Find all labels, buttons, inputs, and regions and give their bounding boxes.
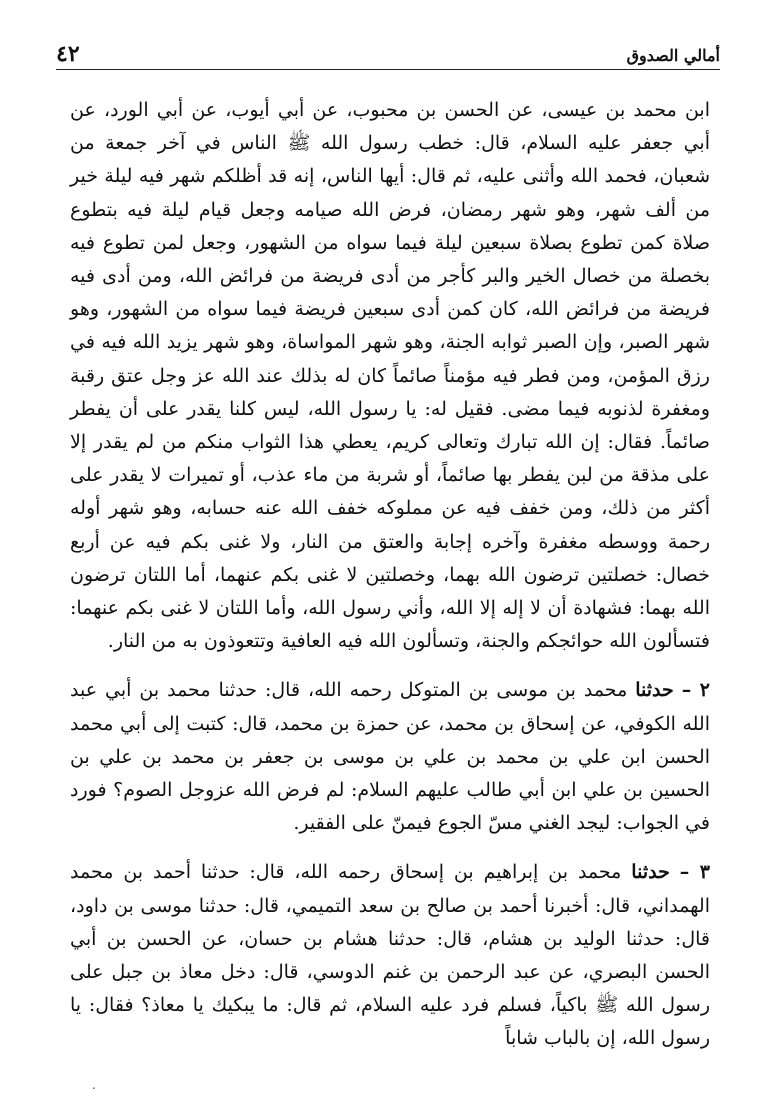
hadith-lead-3: حدثنا (631, 861, 670, 884)
paragraph-3-text: محمد بن إبراهيم بن إسحاق رحمه الله، قال: حدثنا أحمد بن محمد الهمداني، قال: أخبرنا أحمد بن صالح بن سعد التميمي، قال: حدثنا موسى بن داود، قال: حدثنا الوليد بن هشام، قال: حدثنا هشام بن حسان، عن الحسن بن أبي الحسن البصري، عن عبد الرحمن بن غنم الدوسي، قال: دخل معاذ بن جبل على رسول الله ﷺ باكياً، فسلم فرد عليه السلام، ثم قال: ما يبكيك يا معاذ؟ فقال: يا رسول الله، إن بالباب شاباً (70, 861, 710, 1050)
paragraph-2 (70, 674, 710, 840)
paragraph-1-text: ابن محمد بن عيسى، عن الحسن بن محبوب، عن أبي أيوب، عن أبي الورد، عن أبي جعفر عليه السلام، قال: خطب رسول الله ﷺ الناس في آخر جمعة من شعبان، فحمد الله وأثنى عليه، ثم قال: أيها الناس، إنه قد أظلكم شهر فيه ليلة خير من ألف شهر، وهو شهر رمضان، فرض الله صيامه وجعل قيام ليلة فيه بتطوع صلاة كمن تطوع بصلاة سبعين ليلة فيما سواه من الشهور، وجعل لمن تطوع فيه بخصلة من خصال الخير والبر كأجر من أدى فريضة من فرائض الله، ومن أدى فيه فريضة من فرائض الله، كان كمن أدى سبعين فريضة فيما سواه من الشهور، وهو شهر الصبر، وإن الصبر ثوابه الجنة، وهو شهر المواساة، وهو شهر يزيد الله فيه في رزق المؤمن، ومن فطر فيه مؤمناً صائماً كان له بذلك عند الله عز وجل عتق رقبة ومغفرة لذنوبه فيما مضى. فقيل له: يا رسول الله، ليس كلنا يقدر على أن يفطر صائماً. فقال: إن الله تبارك وتعالى كريم، يعطي هذا الثواب منكم من لم يقدر إلا على مذقة من لبن يفطر بها صائماً، أو شربة من ماء عذب، أو تميرات لا يقدر على أكثر من ذلك، ومن خفف فيه عن مملوكه خفف الله عنه حسابه، وهو شهر أوله رحمة ووسطه مغفرة وآخره إجابة والعتق من النار، ولا غنى بكم فيه عن أربع خصال: خصلتين ترضون الله بهما، وخصلتين لا غنى بكم عنهما، أما اللتان ترضون الله بهما: فشهادة أن لا إله إلا الله، وأني رسول الله، وأما اللتان لا غنى بكم عنهما: فتسألون الله حوائجكم والجنة، وتسألون الله فيه العافية وتتعوذون به من النار. (70, 99, 710, 653)
footer-mark: . (92, 1078, 96, 1092)
paragraph-3 (70, 856, 710, 1055)
page-body (70, 94, 710, 1056)
page-number: ٤٢ (56, 41, 80, 67)
hadith-number-2: ٢ – (681, 679, 710, 702)
hadith-lead-2: حدثنا (635, 679, 674, 702)
running-title: أمالي الصدوق (626, 46, 720, 65)
paragraph-1 (70, 94, 710, 658)
page-header (56, 40, 720, 70)
hadith-number-3: ٣ – (679, 861, 710, 884)
paragraph-2-text: محمد بن موسى بن المتوكل رحمه الله، قال: حدثنا محمد بن أبي عبد الله الكوفي، عن إسحاق بن محمد، عن حمزة بن محمد، قال: كتبت إلى أبي محمد الحسن ابن علي بن محمد بن علي بن موسى بن جعفر بن محمد بن علي بن الحسين بن علي ابن أبي طالب عليهم السلام: لم فرض الله عزوجل الصوم؟ فورد في الجواب: ليجد الغني مسّ الجوع فيمنّ على الفقير. (70, 679, 710, 835)
